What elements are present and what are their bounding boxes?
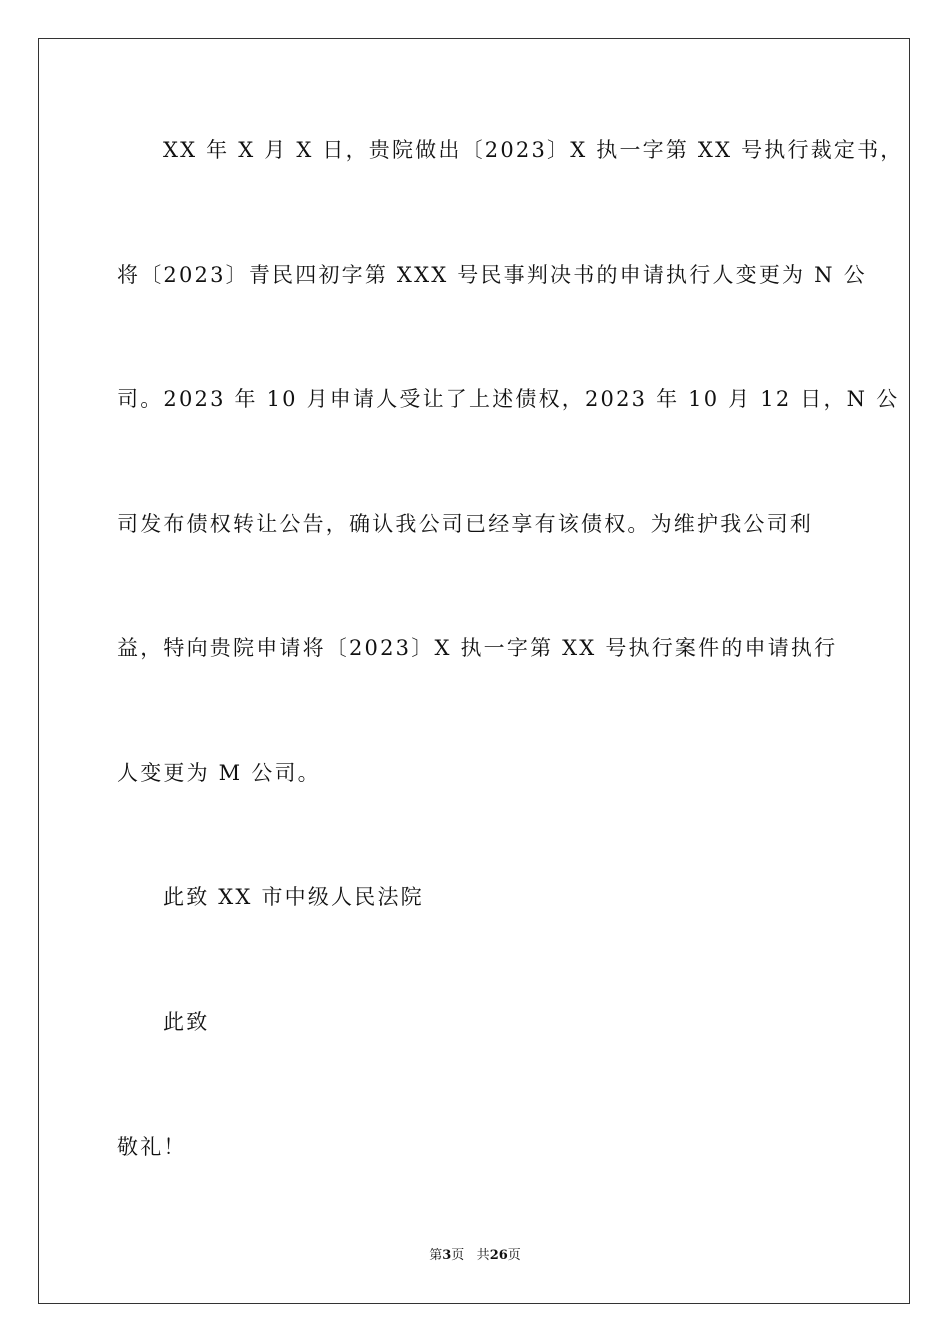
- paragraph-line-4: 司发布债权转让公告，确认我公司已经享有该债权。为维护我公司利: [117, 512, 813, 536]
- paragraph-line-1: XX 年 X 月 X 日，贵院做出〔2023〕X 执一字第 XX 号执行裁定书，: [163, 138, 904, 162]
- paragraph-line-3: 司。2023 年 10 月申请人受让了上述债权，2023 年 10 月 12 日，N 公: [117, 387, 900, 411]
- closing-line-2: 敬礼！: [117, 1135, 187, 1159]
- footer-total-pages: 26: [489, 1248, 508, 1263]
- page-border: [38, 38, 910, 1304]
- page-footer: [0, 1247, 950, 1265]
- closing-line-1: 此致: [163, 1010, 210, 1034]
- paragraph-line-5: 益，特向贵院申请将〔2023〕X 执一字第 XX 号执行案件的申请执行: [117, 636, 838, 660]
- footer-total-prefix: 共: [476, 1248, 490, 1263]
- footer-total-suffix: 页: [507, 1248, 521, 1263]
- paragraph-line-6: 人变更为 M 公司。: [117, 761, 321, 785]
- paragraph-line-2: 将〔2023〕青民四初字第 XXX 号民事判决书的申请执行人变更为 N 公: [117, 263, 867, 287]
- footer-page-suffix: 页: [451, 1248, 465, 1263]
- footer-page-prefix: 第: [429, 1248, 443, 1263]
- addressee-line: 此致 XX 市中级人民法院: [163, 885, 424, 909]
- footer-page-number: 3: [442, 1248, 452, 1263]
